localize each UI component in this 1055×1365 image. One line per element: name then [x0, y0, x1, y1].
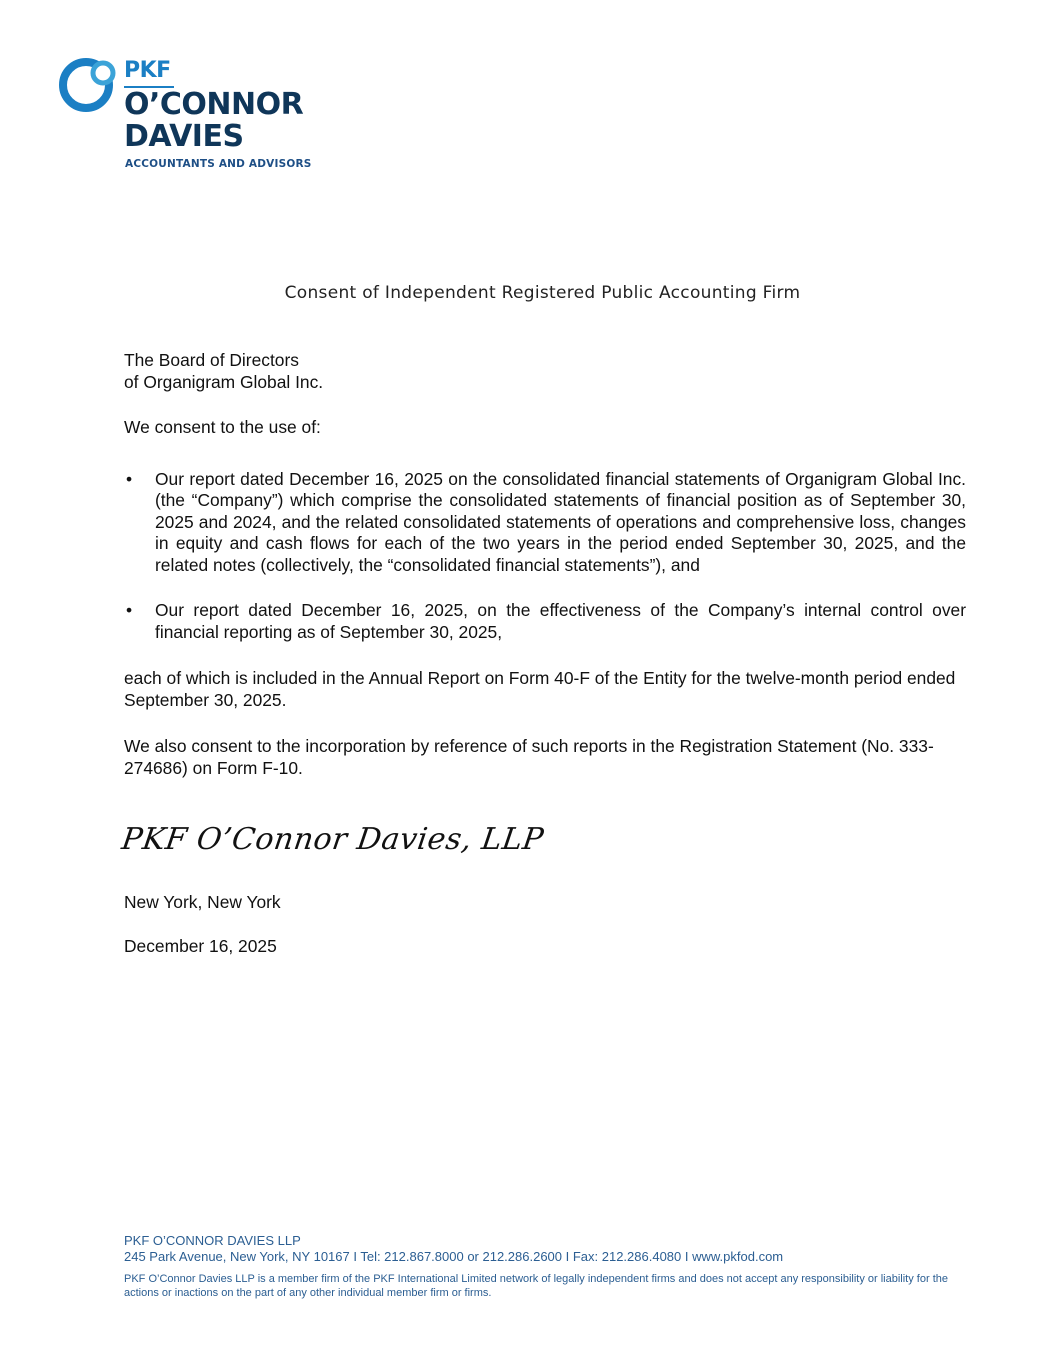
- letter-body: [124, 350, 966, 779]
- footer-firm-name: PKF O’CONNOR DAVIES LLP: [124, 1233, 301, 1248]
- signature-text: PKF O’Connor Davies, LLP: [119, 822, 546, 857]
- footer-disclaimer: PKF O’Connor Davies LLP is a member firm of the PKF International Limited network of legally independent firms and does not accept any responsibility or liability for the actions or inactions on the part of any other individual member firm or firms.: [124, 1273, 948, 1299]
- logo-davies: DAVIES: [124, 119, 244, 154]
- bullet-icon: •: [126, 468, 133, 489]
- signature: [119, 822, 546, 876]
- consent-list: [124, 469, 966, 644]
- company-logo: [58, 56, 328, 176]
- list-item: [124, 469, 966, 577]
- letterhead-footer: [124, 1233, 964, 1300]
- footer-address: 245 Park Avenue, New York, NY 10167 I Tel: 212.867.8000 or 212.286.2600 I Fax: 212.286.4080 I www.pkfod.com: [124, 1249, 784, 1264]
- addressee-line-2: of Organigram Global Inc.: [124, 371, 324, 392]
- logo-pkf: PKF: [124, 58, 171, 83]
- bullet-icon: •: [126, 600, 133, 620]
- addressee: [124, 350, 966, 393]
- logo-oconnor: O’CONNOR: [124, 87, 304, 122]
- list-item: [124, 600, 966, 643]
- signing-date: December 16, 2025: [124, 936, 277, 956]
- signing-location: New York, New York: [124, 892, 281, 912]
- logo-tagline: ACCOUNTANTS AND ADVISORS: [125, 158, 312, 170]
- list-item-text: Our report dated December 16, 2025, on the effectiveness of the Company’s internal control over financial reporting as of September 30, 2025,: [155, 600, 966, 642]
- also-consent-paragraph: We also consent to the incorporation by reference of such reports in the Registration Statement (No. 333-274686) on Form F-10.: [124, 736, 934, 778]
- list-item-text: Our report dated December 16, 2025 on the consolidated financial statements of Organigram Global Inc. (the “Company”) which comprise the consolidated statements of financial position as of September 30, 2025 and 2024, and the related consolidated statements of operations and comprehensive loss, changes in equity and cash flows for each of the two years in the period ended September 30, 2025, and the related notes (collectively, the “consolidated financial statements”), and: [155, 468, 966, 575]
- addressee-line-1: The Board of Directors: [124, 350, 299, 370]
- logo-ring-icon: [58, 56, 124, 116]
- intro-paragraph: We consent to the use of:: [124, 417, 321, 437]
- included-paragraph: each of which is included in the Annual Report on Form 40-F of the Entity for the twelve-month period ended September 30, 2025.: [124, 668, 956, 710]
- document-title: Consent of Independent Registered Public Accounting Firm: [284, 283, 801, 303]
